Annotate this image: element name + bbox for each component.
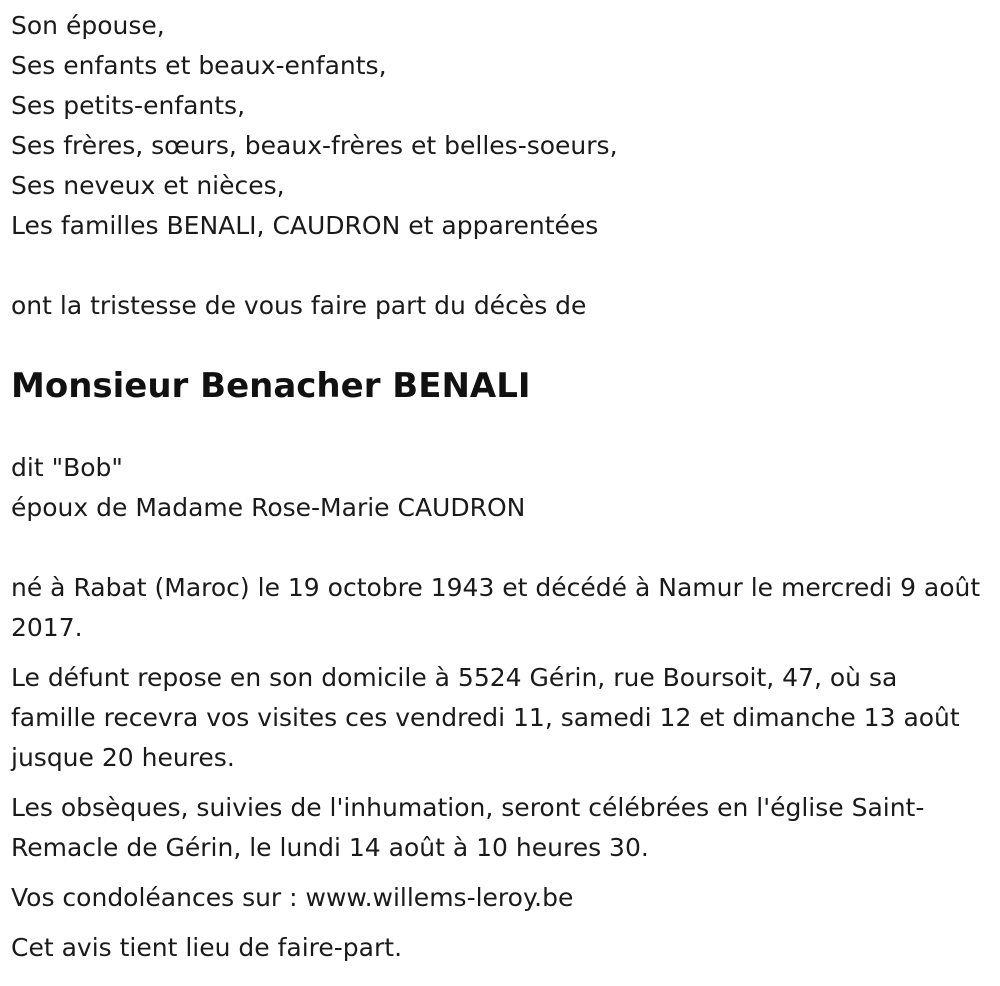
condolences-link: Vos condoléances sur : www.willems-leroy.be: [11, 883, 574, 912]
family-line: Les familles BENALI, CAUDRON et apparentées: [11, 211, 599, 240]
family-line: Son épouse,: [11, 11, 165, 40]
visitation-details: Le défunt repose en son domicile à 5524 Gérin, rue Boursoit, 47, où sa famille recevra vos visites ces vendredi 11, samedi 12 et dimanche 13 août jusque 20 heures.: [11, 663, 960, 772]
notice-line: Cet avis tient lieu de faire-part.: [11, 933, 403, 962]
family-line: Ses enfants et beaux-enfants,: [11, 51, 387, 80]
family-line: Ses petits-enfants,: [11, 91, 246, 120]
obituary-notice: [11, 6, 989, 968]
deceased-name: Monsieur Benacher BENALI: [11, 366, 531, 406]
identity-block: [11, 448, 989, 528]
birth-death-details: né à Rabat (Maroc) le 19 octobre 1943 et décédé à Namur le mercredi 9 août 2017.: [11, 573, 981, 642]
funeral-details: Les obsèques, suivies de l'inhumation, seront célébrées en l'église Saint-Remacle de Gérin, le lundi 14 août à 10 heures 30.: [11, 793, 925, 862]
nickname: dit "Bob": [11, 453, 123, 482]
spouse-line: époux de Madame Rose-Marie CAUDRON: [11, 493, 526, 522]
family-line: Ses neveux et nièces,: [11, 171, 285, 200]
family-line: Ses frères, sœurs, beaux-frères et belles-soeurs,: [11, 131, 618, 160]
family-list: [11, 6, 989, 246]
announcement-intro: ont la tristesse de vous faire part du décès de: [11, 291, 587, 320]
